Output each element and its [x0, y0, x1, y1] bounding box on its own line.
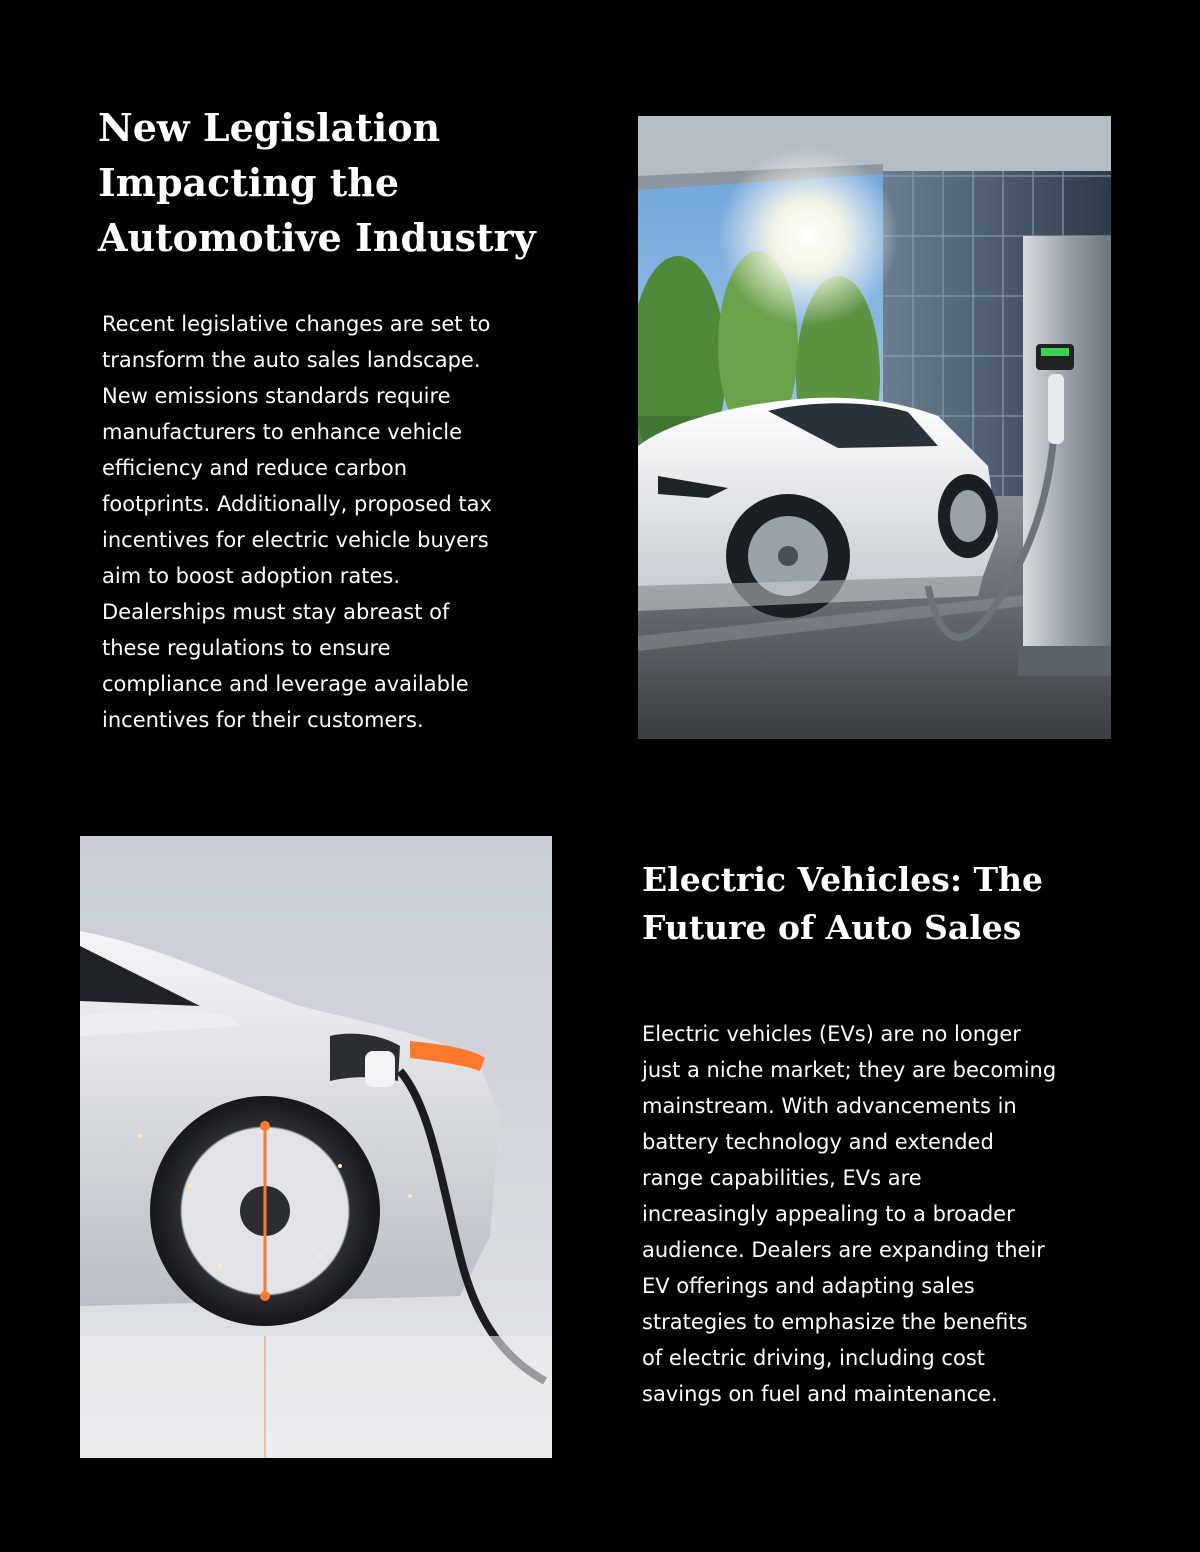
electric-vehicles-heading: Electric Vehicles: The Future of Auto Sales — [642, 860, 1044, 947]
legislation-heading: New Legislation Impacting the Automotive Industry — [98, 105, 536, 260]
electric-vehicles-body: Electric vehicles (EVs) are no longer just a niche market; they are becoming mainstream. With advancements in battery technology and extended range capabilities, EVs are increasingly appealing to a broader audience. Dealers are expanding their EV offerings and adapting sales strategies to emphasize the benefits of electric driving, including cost savings on fuel and maintenance. — [642, 1022, 1057, 1406]
ev-plug-closeup-photo — [80, 836, 552, 1458]
legislation-body: Recent legislative changes are set to transform the auto sales landscape. New emissions standards require manufacturers to enhance vehicle efficiency and reduce carbon footprints. Additionally, proposed tax incentives for electric vehicle buyers aim to boost adoption rates. Dealerships must stay abreast of these regulations to ensure compliance and leverage available incentives for their customers. — [102, 312, 492, 732]
car-charging-station-photo — [638, 116, 1111, 739]
